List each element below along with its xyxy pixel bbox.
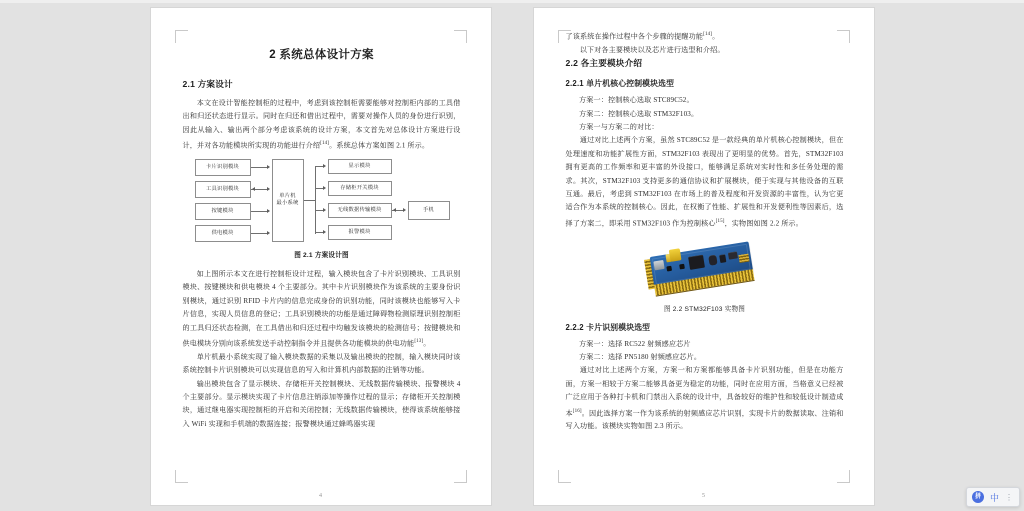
page-number-left: 4: [318, 492, 323, 499]
paragraph-mcu-compare-text: 通过对比上述两个方案，虽然 STC89C52 是一款经典的单片机核心控制模块，但在处理速度和功能扩展性方面，STM32F103 表现出了更明显的优势。首先，STM32F103 拥有更高的工作频率和更丰富的外设接口，能够满足系统对实时性和多任务处理的需求。其次，STM32F103 支持更多的通信协议和扩展模块，便于实现与其他设备的互联互通。最后，考虑到 STM32F103 在市场上的普及程度和开发资源的丰富性，认为它更适合作为本系统的控制核心。因此，在权衡了性能、扩展性和开发便利性等因素后，选择了方案二，即采用 STM32F103 作为控制核心: [565, 136, 844, 228]
arrow-head-right: [267, 187, 270, 191]
diagram-box-lock-switch: 存储柜开关模块: [328, 181, 392, 196]
paragraph-continued-text: 了该系统在操作过程中各个步骤的提醒功能: [565, 32, 704, 41]
page-content-right: [566, 28, 844, 479]
mcu-chip: [688, 254, 705, 269]
page-content-left: [183, 28, 461, 479]
arrow-head-right: [403, 208, 406, 212]
diagram-box-power-supply: 供电模块: [195, 225, 251, 242]
paragraph-output-modules: 输出模块包含了显示模块、存储柜开关控制模块、无线数据传输模块、报警模块 4 个主要部分。显示模块实现了卡片信息注销添加等操作过程的显示；存储柜开关控制模块，通过继电器实现控制柜的开启和关闭控制；无线数据传输模块，使得该系统能够接入 WiFi 实现和手机端的数据连接；报警模块通过蜂鸣器实现: [182, 379, 461, 428]
connector-line: [251, 211, 268, 212]
paragraph-intro-tail: 。系统总体方案如图 2.1 所示。: [329, 141, 430, 150]
ime-more-icon[interactable]: ⋮: [1005, 492, 1014, 502]
arrow-head-right: [323, 230, 326, 234]
capacitor-component: [708, 254, 717, 265]
paragraph-continued-tail: 。: [712, 32, 720, 41]
pin-header-right: [738, 253, 749, 262]
diagram-box-keypad: 按键模块: [195, 203, 251, 220]
arrow-head-right: [323, 208, 326, 212]
citation-ref: [13]: [414, 339, 424, 345]
paragraph-intro-text: 本文在设计智能控制柜的过程中，考虑到该控制柜需要能够对控制柜内部的工具借出和归还状态进行显示。同时在归还和借出过程中，需要对操作人员的身份进行识别，因此从输入、输出两个部分考虑该系统的设计方案，本文首先对总体设计方案进行设计，并对各功能模块所实现的功能进行介绍: [182, 99, 461, 150]
paragraph-input-modules-tail: 。: [423, 339, 431, 348]
figure-2-1-caption: 图 2.1 方案设计图: [294, 251, 349, 259]
paragraph-card-compare: [566, 364, 844, 433]
chapter-title: 2 系统总体设计方案: [269, 49, 374, 61]
paragraph-input-modules-text: 如上图所示本文在进行控制柜设计过程，输入模块包含了卡片识别模块、工具识别模块、按键模块和供电模块 4 个主要部分。其中卡片识别模块作为该系统的主要身份识别模块，通过识别 RFID 卡片内的信息完成身份的识别功能，同时该模块也能够写入卡片信息，实现人员信息的登记；工具识别模块的功能是通过障碍物检测原理识别控制柜的工具归还状态检测，在工具借出和归还过程中均触发该模块的检测信号；按键模块和供电模块分别向该系统发送手动控制指令并且提供各功能模块的供电功能: [182, 269, 461, 348]
arrow-head-right: [267, 165, 270, 169]
option-1-card: 方案一：选择 RC522 射频感应芯片: [578, 339, 691, 348]
arrow-head-right: [323, 186, 326, 190]
citation-ref: [14]: [703, 32, 713, 37]
diagram-box-alarm: 报警模块: [328, 225, 392, 240]
heading-2-2-2: 2.2.2 卡片识别模块选型: [565, 322, 651, 332]
paragraph-following-intro: 以下对各主要模块以及芯片进行选型和介绍。: [579, 45, 725, 54]
crystal-component: [679, 263, 685, 269]
paragraph-intro: [183, 97, 461, 153]
arrow-head-left: [252, 187, 255, 191]
diagram-box-card-reader: 卡片识别模块: [195, 159, 251, 176]
connector-line: [251, 167, 268, 168]
document-page-left[interactable]: [151, 8, 491, 505]
figure-2-2-photo: [646, 241, 764, 299]
boot-jumper: [668, 248, 681, 262]
paragraph-mcu-compare: [566, 134, 844, 230]
arrow-head-right: [323, 164, 326, 168]
option-2-card: 方案二：选择 PN5180 射频感应芯片。: [578, 353, 702, 361]
heading-2-1: 2.1 方案设计: [182, 79, 233, 89]
arrow-head-left: [393, 208, 396, 212]
regulator-component: [719, 254, 726, 263]
paragraph-mcu-system: 单片机最小系统实现了输入模块数据的采集以及输出模块的控制，输入模块同时该系统控制卡片识别模块可以实现信息的写入和计算机内部数据的注销等功能。: [182, 352, 461, 375]
paragraph-card-compare-text: 通过对比上述两个方案，方案一和方案都能够具备卡片识别功能，但是在功能方面，方案一相较于方案二能够具备更为稳定的功能，同时在应用方面，当格意义已经被广泛应用于各种打卡机和门禁出入系统的设计中，具备较好的维护性和较低设计制造成本: [565, 366, 844, 417]
ime-logo-icon[interactable]: 拼: [972, 491, 984, 503]
paragraph-continued: [566, 28, 844, 44]
paragraph-input-modules: [183, 268, 461, 351]
pcb-board-image: [643, 236, 761, 299]
diagram-box-mcu-core-line2: 最小系统: [276, 200, 299, 207]
heading-2-2: 2.2 各主要模块介绍: [565, 58, 643, 69]
diagram-box-mcu-core: [272, 159, 304, 242]
ime-mode-toggle[interactable]: 中: [989, 492, 999, 503]
figure-2-2-caption: 图 2.2 STM32F103 实物图: [663, 305, 746, 313]
figure-2-1-block-diagram: [191, 159, 453, 245]
citation-ref: [15]: [715, 218, 725, 224]
heading-2-2-1: 2.2.1 单片机核心控制模块选型: [565, 79, 675, 89]
diagram-box-mcu-core-line1: 单片机: [279, 193, 296, 200]
citation-ref: [16]: [572, 408, 582, 414]
compare-label-mcu: 方案一与方案二的对比：: [578, 122, 659, 131]
arrow-head-right: [267, 209, 270, 213]
page-number-right: 5: [701, 492, 706, 499]
diagram-box-phone: 手机: [408, 201, 450, 220]
paragraph-mcu-compare-tail: ，实物图如图 2.2 所示。: [724, 219, 803, 228]
connector-bus: [315, 166, 316, 234]
diagram-box-display: 显示模块: [328, 159, 392, 174]
document-page-right[interactable]: [534, 8, 874, 505]
ic-component: [727, 251, 737, 259]
usb-connector: [653, 260, 664, 270]
paragraph-card-compare-tail: 。因此选择方案一作为该系统的射频感应芯片识别，实现卡片的数据读取、注销和写入功能。该模块实物如图 2.3 所示。: [565, 408, 844, 431]
option-2-mcu: 方案二：控制核心选取 STM32F103。: [578, 109, 699, 118]
connector-line: [251, 233, 268, 234]
ime-toolbar[interactable]: [966, 487, 1020, 507]
diagram-box-tool-detect: 工具识别模块: [195, 181, 251, 198]
diagram-box-wireless-transfer: 无线数据传输模块: [328, 203, 392, 218]
reset-button-component: [666, 265, 672, 271]
arrow-head-right: [267, 231, 270, 235]
citation-ref: [14]: [320, 141, 330, 147]
option-1-mcu: 方案一：控制核心选取 STC89C52。: [578, 96, 694, 105]
